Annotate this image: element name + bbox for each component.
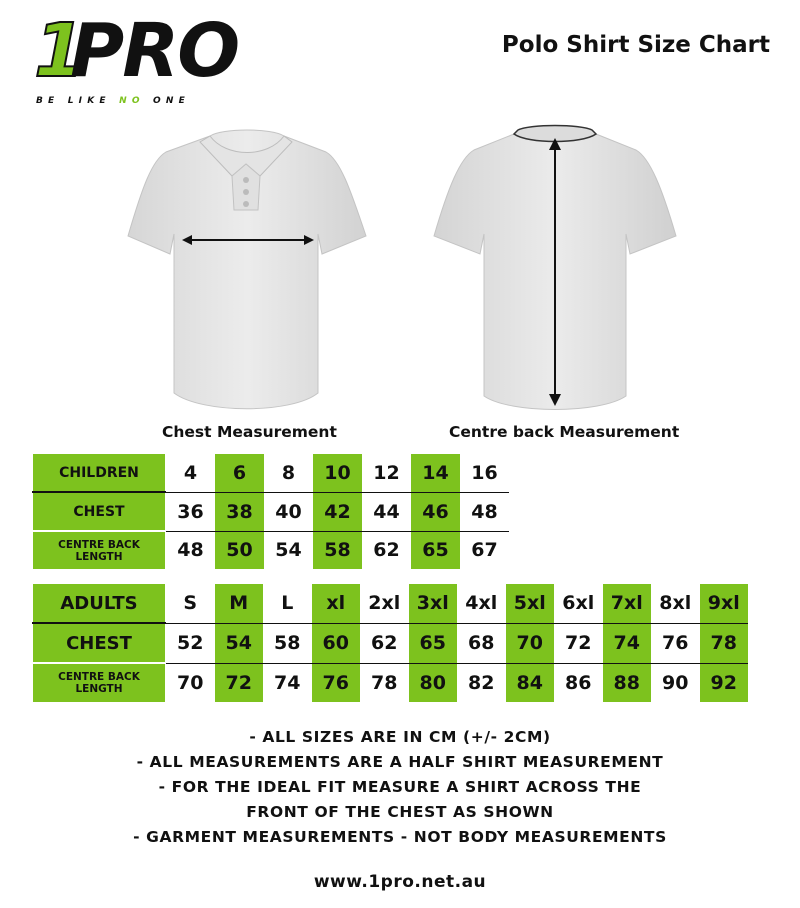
row-label-chest: CHEST: [33, 492, 166, 531]
back-length-cell: 48: [177, 539, 204, 562]
back-length-cell: 72: [215, 663, 264, 702]
back-length-cell: 88: [603, 663, 652, 702]
row-label-children: CHILDREN: [33, 454, 166, 493]
size-cell: 6: [215, 454, 264, 493]
chest-cell: 60: [312, 623, 361, 663]
chest-cell: 44: [362, 492, 411, 531]
back-length-cell: 78: [371, 671, 398, 694]
back-length-cell: 76: [312, 663, 361, 702]
chest-cell: 58: [263, 623, 312, 663]
back-length-cell: 65: [411, 531, 460, 569]
website-url: www.1pro.net.au: [313, 872, 487, 892]
row-label-adults: ADULTS: [33, 584, 166, 624]
size-cell: 14: [411, 454, 460, 493]
children-size-table: [32, 453, 509, 569]
table-row: [33, 454, 510, 493]
back-length-cell: 92: [700, 663, 749, 702]
note-line: - ALL SIZES ARE IN CM (+/- 2CM): [249, 728, 551, 746]
size-cell: 12: [362, 454, 411, 493]
size-cell: 8: [264, 454, 313, 493]
note-line: - ALL MEASUREMENTS ARE A HALF SHIRT MEASUREMENT: [136, 753, 664, 771]
back-length-cell: 90: [662, 671, 689, 694]
chest-cell: 36: [166, 492, 216, 531]
back-length-cell: 80: [409, 663, 458, 702]
page-title: Polo Shirt Size Chart: [501, 32, 770, 58]
size-cell: 6xl: [554, 584, 603, 624]
chest-cell: 74: [603, 623, 652, 663]
table-row: [33, 584, 749, 624]
back-length-cell: 50: [215, 531, 264, 569]
tagline-highlight: NO: [119, 96, 145, 106]
chest-cell: 72: [554, 623, 603, 663]
size-cell: S: [166, 584, 215, 624]
back-length-cell: 84: [506, 663, 555, 702]
size-cell: 4xl: [457, 584, 506, 624]
logo-one: 1: [34, 8, 84, 94]
table-row: [33, 531, 510, 569]
size-cell: 16: [460, 454, 509, 493]
chest-cell: 38: [215, 492, 264, 531]
size-cell: 8xl: [651, 584, 700, 624]
adults-size-table: [32, 583, 748, 702]
back-length-cell: 86: [565, 671, 592, 694]
size-cell: 7xl: [603, 584, 652, 624]
back-length-cell: 58: [313, 531, 362, 569]
chest-cell: 46: [411, 492, 460, 531]
size-cell: 3xl: [409, 584, 458, 624]
chest-cell: 54: [215, 623, 264, 663]
chest-cell: 65: [409, 623, 458, 663]
polo-back-image: [430, 118, 680, 418]
chest-measurement-caption: Chest Measurement: [162, 423, 337, 441]
size-cell: 5xl: [506, 584, 555, 624]
back-length-cell: 62: [373, 539, 400, 562]
size-cell: L: [263, 584, 312, 624]
back-length-cell: 67: [471, 539, 498, 562]
note-line: FRONT OF THE CHEST AS SHOWN: [246, 803, 554, 821]
table-row: [33, 492, 510, 531]
chest-cell: 52: [166, 623, 215, 663]
chest-cell: 42: [313, 492, 362, 531]
size-cell: 10: [313, 454, 362, 493]
chest-cell: 70: [506, 623, 555, 663]
chest-cell: 48: [460, 492, 509, 531]
size-cell: 4: [166, 454, 216, 493]
size-cell: xl: [312, 584, 361, 624]
chest-cell: 40: [264, 492, 313, 531]
chest-cell: 68: [457, 623, 506, 663]
row-label-centre-back: CENTRE BACK LENGTH: [33, 663, 166, 702]
back-length-cell: 54: [275, 539, 302, 562]
centre-back-caption: Centre back Measurement: [449, 423, 680, 441]
table-row: [33, 663, 749, 702]
note-line: - FOR THE IDEAL FIT MEASURE A SHIRT ACROSS THE: [158, 778, 642, 796]
size-cell: M: [215, 584, 264, 624]
tagline-end: ONE: [144, 96, 190, 106]
chest-cell: 62: [360, 623, 409, 663]
row-label-chest: CHEST: [33, 623, 166, 663]
size-notes: [0, 725, 800, 850]
table-row: [33, 623, 749, 663]
back-length-cell: 70: [177, 671, 204, 694]
size-cell: 9xl: [700, 584, 749, 624]
note-line: - GARMENT MEASUREMENTS - NOT BODY MEASUREMENTS: [133, 828, 667, 846]
size-cell: 2xl: [360, 584, 409, 624]
brand-logo: [34, 8, 239, 114]
chest-cell: 76: [651, 623, 700, 663]
chest-cell: 78: [700, 623, 749, 663]
row-label-centre-back: CENTRE BACK LENGTH: [33, 531, 166, 569]
back-length-cell: 82: [468, 671, 495, 694]
polo-front-image: [122, 118, 370, 418]
back-length-cell: 74: [274, 671, 301, 694]
tagline-start: BE LIKE: [36, 96, 120, 106]
logo-tagline: [36, 96, 190, 106]
logo-pro: PRO: [70, 8, 239, 94]
